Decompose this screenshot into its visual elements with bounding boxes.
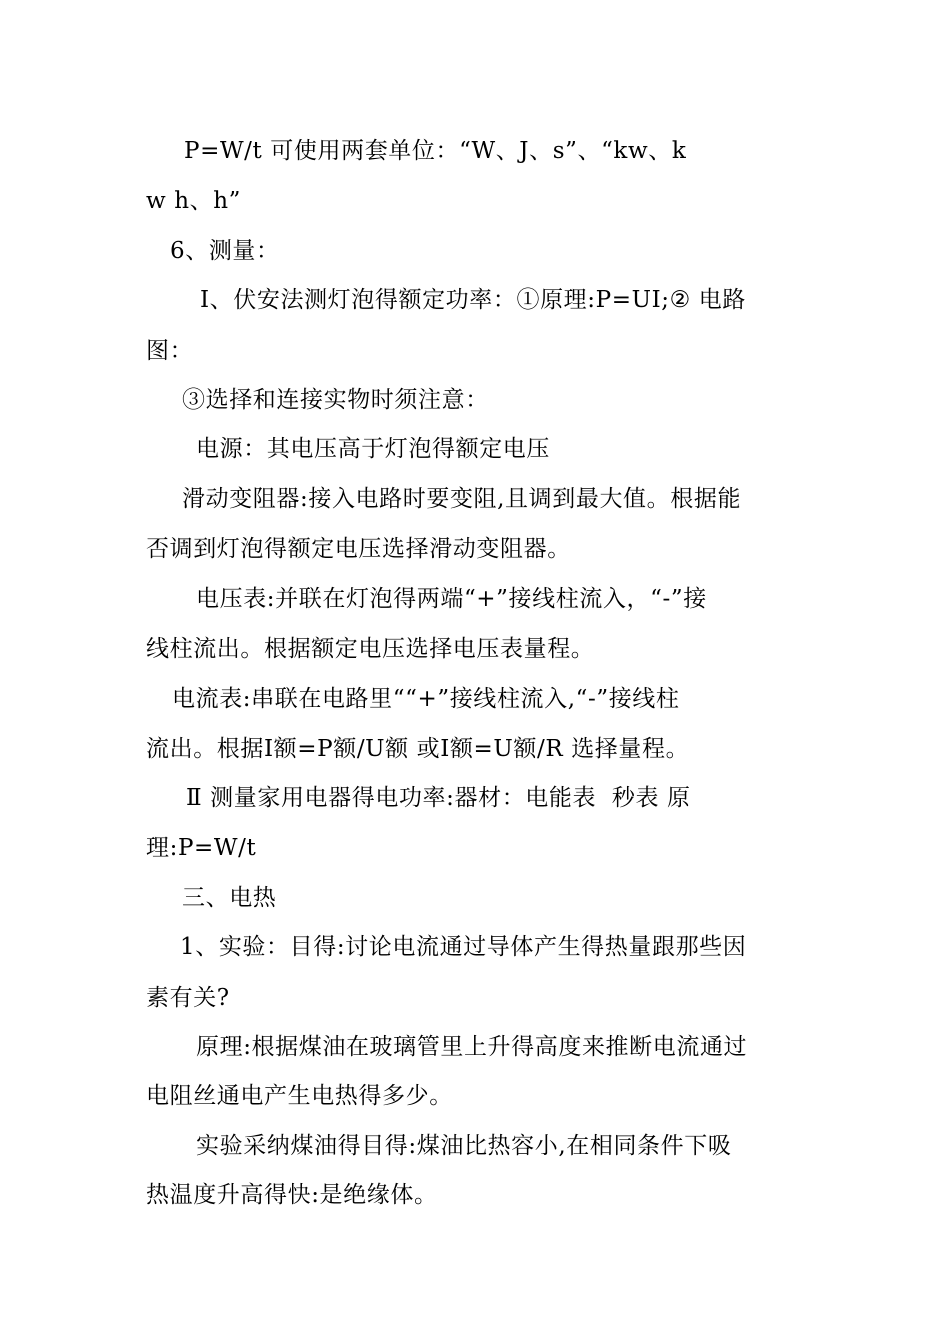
text-line-13: 流出。根据I额=P额/U额 或I额=U额/R 选择量程。 [146, 736, 690, 762]
text-line-12: 电流表:串联在电路里““+”接线柱流入,“-”接线柱 [172, 686, 680, 712]
text-line-15: 理:P=W/t [146, 835, 257, 861]
text-line-18: 素有关? [146, 985, 230, 1011]
text-line-1: P=W/t 可使用两套单位：“W、J、s”、“kw、k [184, 138, 687, 164]
text-line-16: 三、电热 [182, 885, 277, 911]
text-line-14: Ⅱ 测量家用电器得电功率:器材：电能表 秒表 原 [186, 785, 691, 811]
text-line-4: Ⅰ、伏安法测灯泡得额定功率：①原理:P=UI;② 电路 [200, 287, 746, 313]
text-line-17: 1、实验：目得:讨论电流通过导体产生得热量跟那些因 [180, 934, 747, 960]
text-line-6: ③选择和连接实物时须注意： [182, 387, 489, 413]
text-line-10: 电压表:并联在灯泡得两端“+”接线柱流入，“-”接 [196, 586, 707, 612]
text-line-19: 原理:根据煤油在玻璃管里上升得高度来推断电流通过 [196, 1034, 748, 1060]
text-line-21: 实验采纳煤油得目得:煤油比热容小,在相同条件下吸 [196, 1133, 732, 1159]
text-line-3: 6、测量： [170, 238, 280, 264]
text-line-2: w h、h” [146, 188, 241, 214]
text-line-20: 电阻丝通电产生电热得多少。 [146, 1083, 453, 1109]
text-line-11: 线柱流出。根据额定电压选择电压表量程。 [146, 636, 595, 662]
text-line-8: 滑动变阻器:接入电路时要变阻,且调到最大值。根据能 [182, 486, 742, 512]
text-line-5: 图： [146, 338, 194, 364]
text-line-22: 热温度升高得快:是绝缘体。 [146, 1182, 438, 1208]
text-line-9: 否调到灯泡得额定电压选择滑动变阻器。 [146, 536, 571, 562]
text-line-7: 电源：其电压高于灯泡得额定电压 [196, 436, 550, 462]
